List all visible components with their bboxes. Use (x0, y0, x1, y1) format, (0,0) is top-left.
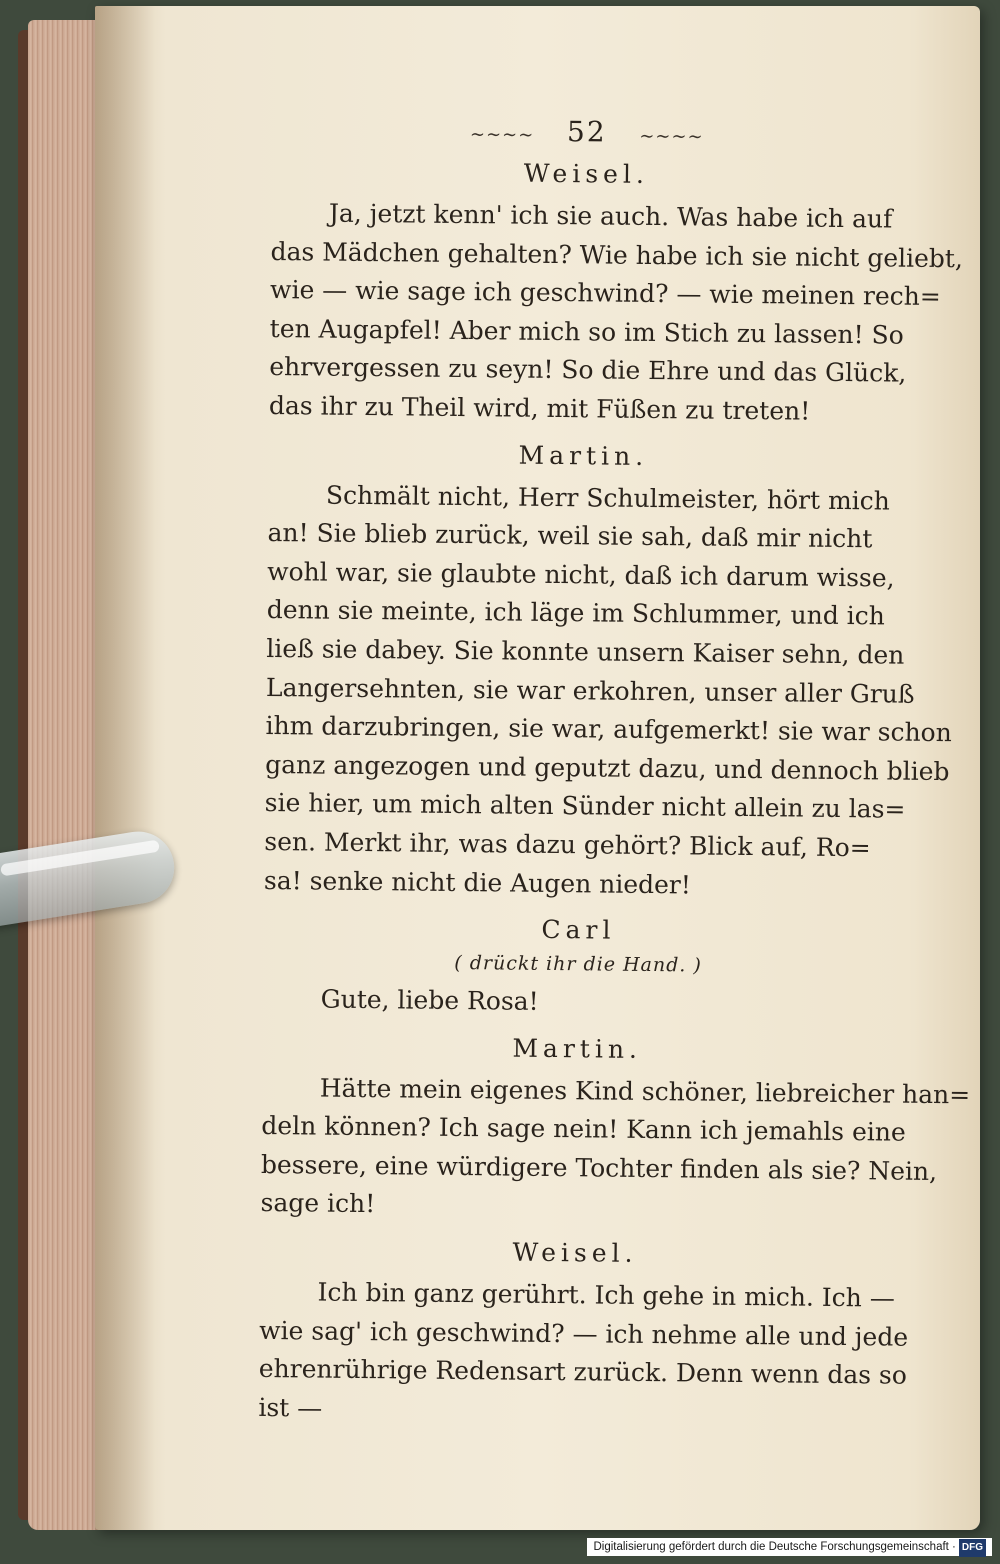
dialogue (258, 156, 971, 1442)
running-head (272, 112, 902, 155)
text-line: ten Augapfel! Aber mich so im Stich zu lassen! So (269, 313, 904, 350)
stage-direction: ( drückt ihr die Hand. ) (454, 952, 702, 977)
text-line: wohl war, sie glaubte nicht, daß ich darum wisse, (267, 556, 895, 593)
digitization-credit (587, 1538, 992, 1556)
speech-paragraph (260, 1069, 971, 1230)
text-line: deln können? Ich sage nein! Kann ich jemahls eine (261, 1111, 906, 1147)
dfg-logo: DFG (959, 1539, 986, 1557)
text-line: sie hier, um mich alten Sünder nicht allein zu las= (264, 788, 906, 824)
text-line: sen. Merkt ihr, was dazu gehört? Blick auf, Ro= (264, 826, 871, 863)
text-line: wie sag' ich geschwind? — ich nehme alle und jede (259, 1315, 909, 1352)
text-line: ist — (258, 1392, 323, 1423)
speaker-name: Weisel. (512, 1237, 638, 1268)
speech-paragraph (263, 476, 952, 907)
speaker-name: Martin. (518, 440, 649, 471)
speech-paragraph (263, 980, 893, 1025)
ornament-right: ~~~~ (639, 125, 704, 148)
text-line: ehrvergessen zu seyn! So die Ehre und das Glück, (269, 352, 907, 389)
text-line: ehrenrührige Redensart zurück. Denn wenn das so (258, 1354, 908, 1390)
text-line: wie — wie sage ich geschwind? — wie meinen rech= (269, 275, 941, 312)
page-text (258, 112, 971, 1442)
speaker-name: Weisel. (523, 158, 650, 189)
speech-paragraph (268, 194, 964, 432)
text-line: Schmält nicht, Herr Schulmeister, hört mich (325, 480, 891, 516)
text-line: denn sie meinte, ich läge im Schlummer, und ich (266, 595, 885, 631)
ornament-left: ~~~~ (469, 124, 535, 146)
text-line: bessere, eine würdigere Tochter finden als sie? Nein, (260, 1149, 938, 1186)
speech-paragraph (258, 1273, 909, 1434)
text-line: Langersehnten, sie war erkohren, unser aller Gruß (265, 672, 915, 709)
page-gutter-shadow (95, 6, 155, 1530)
text-line: Gute, liebe Rosa! (320, 984, 539, 1016)
text-line: das ihr zu Theil wird, mit Füßen zu treten! (268, 390, 811, 426)
text-line: ihm darzubringen, sie war, aufgemerkt! sie war schon (265, 711, 952, 748)
text-line: ließ sie dabey. Sie konnte unsern Kaiser sehn, den (266, 633, 905, 670)
text-line: sage ich! (260, 1188, 376, 1219)
text-line: Ja, jetzt kenn' ich sie auch. Was habe ich auf (328, 198, 893, 234)
text-line: Ich bin ganz gerührt. Ich gehe in mich. Ich — (317, 1277, 895, 1313)
text-line: an! Sie blieb zurück, weil sie sah, daß mir nicht (267, 518, 873, 554)
page-number: 52 (566, 115, 607, 149)
text-line: sa! senke nicht die Augen nieder! (263, 865, 692, 899)
text-line: Hätte mein eigenes Kind schöner, liebreicher han= (319, 1073, 971, 1110)
speaker-name: Martin. (512, 1033, 643, 1064)
speaker-name: Carl (541, 914, 616, 945)
text-line: das Mädchen gehalten? Wie habe ich sie nicht geliebt, (270, 236, 964, 273)
text-line: ganz angezogen und geputzt dazu, und dennoch blieb (265, 749, 950, 786)
credit-text: Digitalisierung gefördert durch die Deutsche Forschungsgemeinschaft · (593, 1541, 956, 1553)
